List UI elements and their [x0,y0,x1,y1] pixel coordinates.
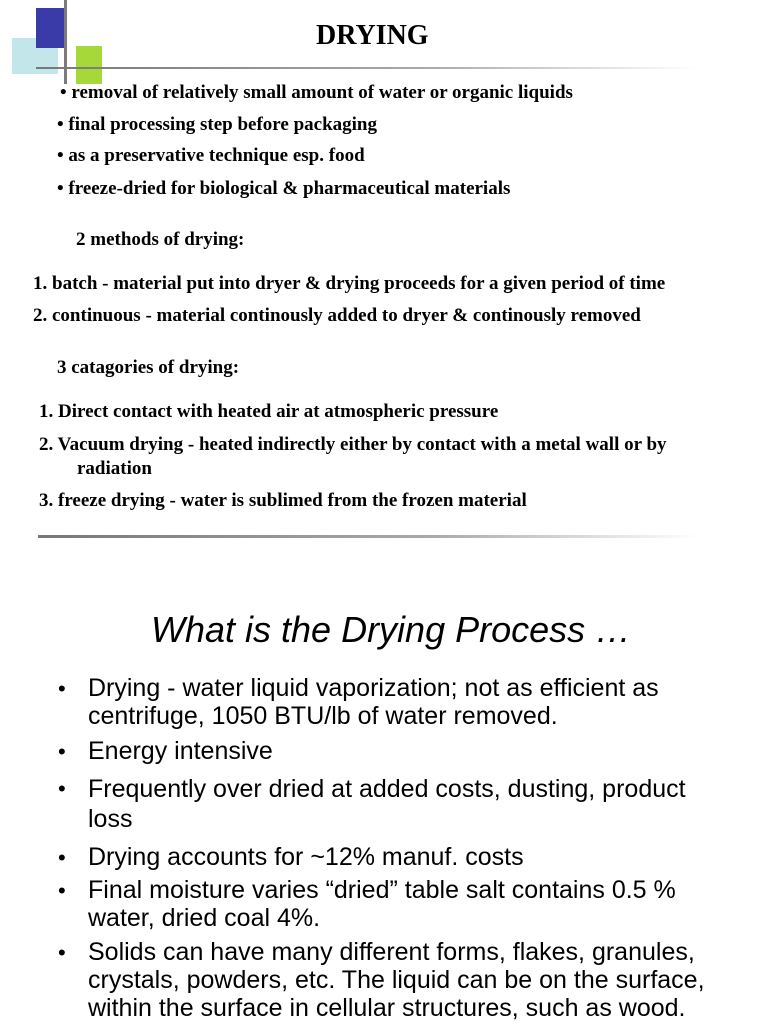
bullet-line: crystals, powders, etc. The liquid can be on the surface, [88,966,705,994]
category-item: 1. Direct contact with heated air at atmospheric pressure [39,401,499,422]
bullet-item: • as a preservative technique esp. food [57,145,365,166]
decorative-square-green [76,46,102,84]
bullet-line: centrifuge, 1050 BTU/lb of water removed. [88,702,558,730]
bullet-line: Energy intensive [88,737,273,765]
title-underline [36,67,696,69]
bullet-line: Solids can have many different forms, flakes, granules, [88,938,695,966]
category-item-continuation: radiation [77,458,152,479]
decorative-vertical-line [64,0,67,84]
bullet-marker: • [58,776,66,801]
methods-heading: 2 methods of drying: [76,229,245,250]
bullet-line: Drying accounts for ~12% manuf. costs [88,843,524,871]
bullet-marker: • [58,676,66,701]
bullet-line: within the surface in cellular structures, such as wood. [88,994,686,1022]
categories-heading: 3 catagories of drying: [57,357,240,378]
bullet-line: water, dried coal 4%. [88,904,321,932]
method-item: 2. continuous - material continously added to dryer & continously removed [33,305,641,326]
bullet-item: • freeze-dried for biological & pharmaceutical materials [57,178,511,199]
bullet-line: Frequently over dried at added costs, dusting, product [88,775,686,803]
category-item: 2. Vacuum drying - heated indirectly either by contact with a metal wall or by [39,434,667,455]
bullet-item: • removal of relatively small amount of water or organic liquids [60,82,573,103]
slide-2-title: What is the Drying Process … [151,609,632,650]
bullet-line: loss [88,805,133,833]
bullet-line: Drying - water liquid vaporization; not as efficient as [88,674,659,702]
bullet-marker: • [58,845,66,870]
decorative-square-blue [36,8,64,48]
bullet-marker: • [58,940,66,965]
slide-1-title: DRYING [316,20,429,51]
bullet-marker: • [58,739,66,764]
bullet-line: Final moisture varies “dried” table salt contains 0.5 % [88,876,676,904]
bullet-item: • final processing step before packaging [57,114,377,135]
bullet-marker: • [58,878,66,903]
slide-divider-line [38,535,698,538]
category-item: 3. freeze drying - water is sublimed from the frozen material [39,490,527,511]
method-item: 1. batch - material put into dryer & drying proceeds for a given period of time [33,273,666,294]
